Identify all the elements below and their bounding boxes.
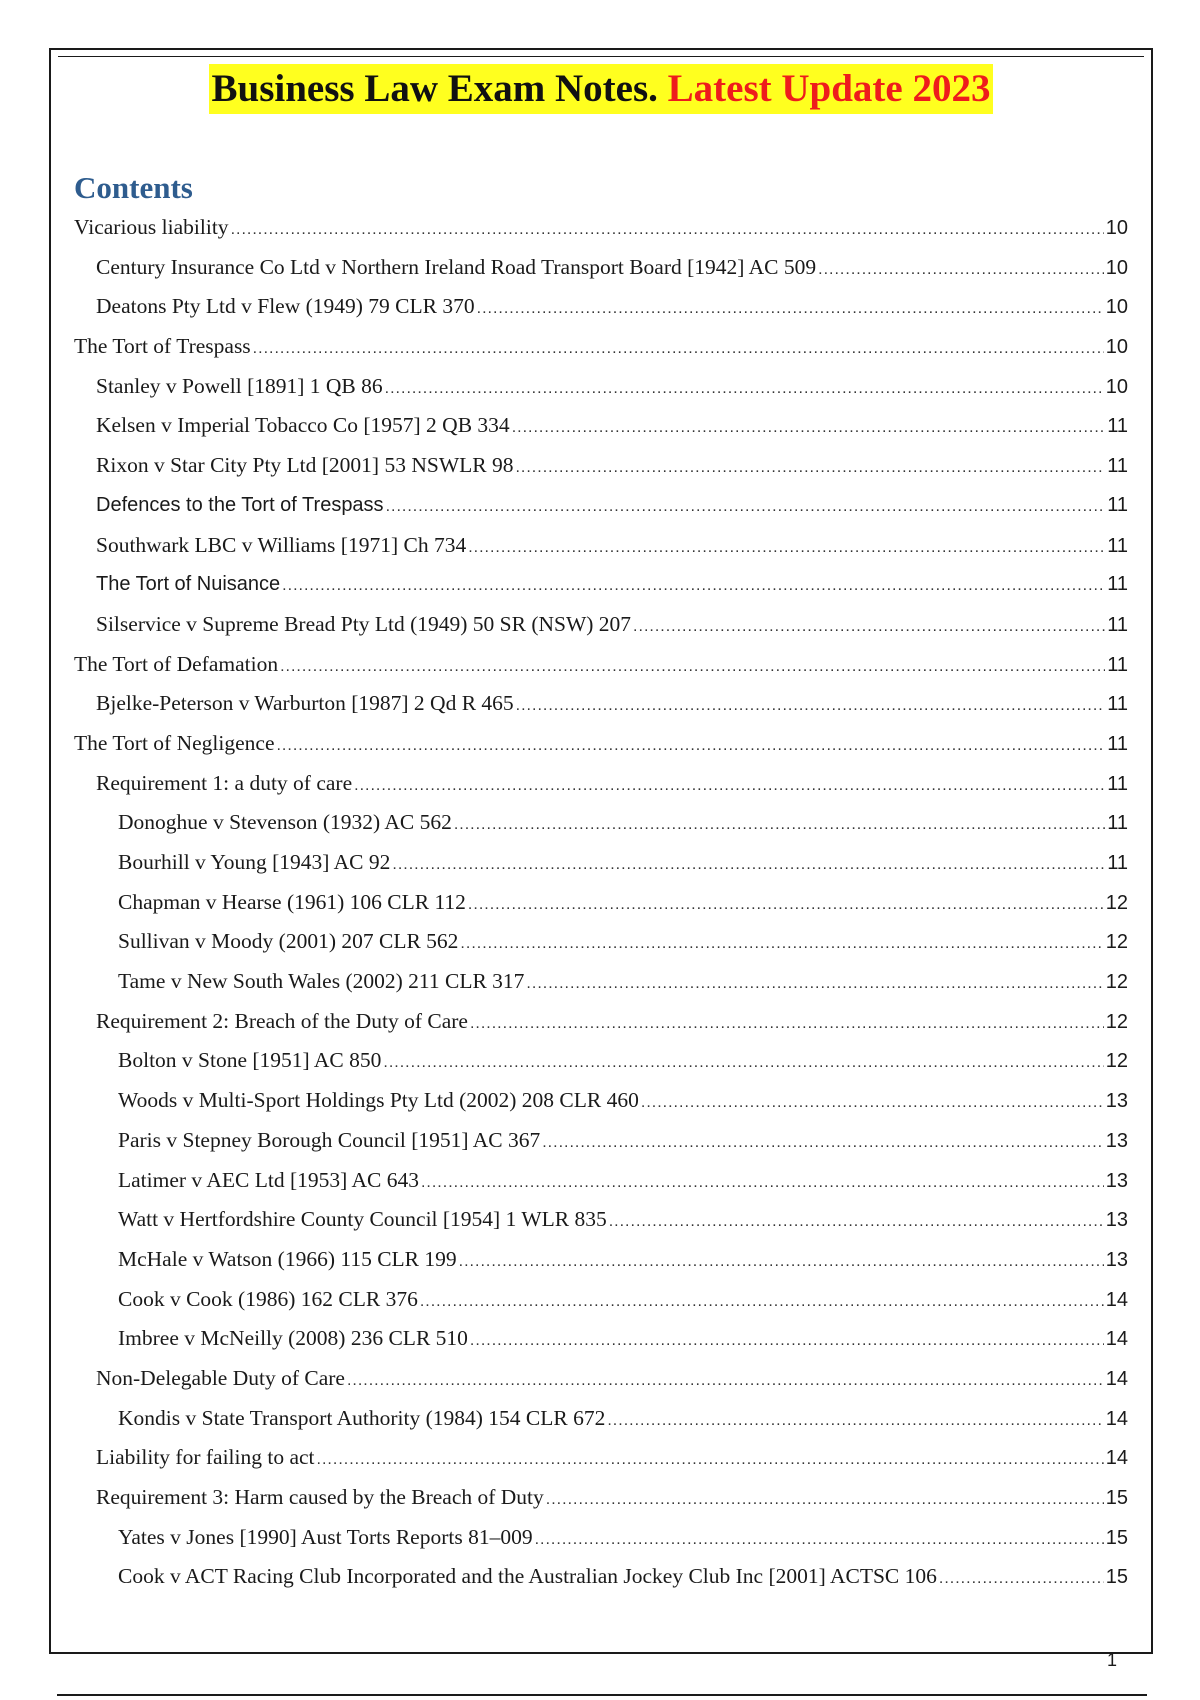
toc-dot-leader	[512, 408, 1106, 448]
toc-dot-leader	[633, 607, 1105, 647]
toc-dot-leader	[939, 1559, 1104, 1599]
toc-entry[interactable]	[74, 208, 1128, 248]
toc-entry-page: 10	[1105, 336, 1128, 359]
title-main: Business Law Exam Notes.	[211, 67, 658, 110]
toc-entry[interactable]	[74, 1121, 1128, 1161]
toc-entry-label: Sullivan v Moody (2001) 207 CLR 562	[118, 929, 459, 954]
toc-entry-page: 15	[1105, 1526, 1128, 1549]
toc-entry-page: 14	[1105, 1407, 1128, 1430]
toc-entry[interactable]	[74, 1081, 1128, 1121]
toc-dot-leader	[386, 487, 1106, 527]
toc-entry[interactable]	[74, 1319, 1128, 1359]
toc-entry-label: Bourhill v Young [1943] AC 92	[118, 850, 391, 874]
toc-dot-leader	[459, 1242, 1104, 1282]
toc-entry-label: Paris v Stepney Borough Council [1951] AC 367	[118, 1127, 541, 1152]
toc-entry[interactable]	[74, 486, 1128, 526]
toc-entry[interactable]	[74, 367, 1128, 407]
toc-entry[interactable]	[74, 605, 1128, 645]
toc-entry-label: Donoghue v Stevenson (1932) AC 562	[118, 810, 452, 835]
toc-entry-label: Latimer v AEC Ltd [1953] AC 643	[118, 1167, 419, 1192]
toc-entry-label: Cook v Cook (1986) 162 CLR 376	[118, 1286, 418, 1311]
toc-entry[interactable]	[74, 684, 1128, 724]
toc-dot-leader	[385, 369, 1104, 409]
toc-entry[interactable]	[74, 446, 1128, 486]
toc-dot-leader	[231, 210, 1104, 250]
toc-dot-leader	[515, 448, 1105, 488]
toc-entry[interactable]	[74, 1041, 1128, 1081]
toc-dot-leader	[347, 1361, 1104, 1401]
toc-entry-label: Bjelke-Peterson v Warburton [1987] 2 Qd R 465	[96, 691, 514, 716]
toc-entry-page: 12	[1105, 1050, 1128, 1073]
toc-dot-leader	[535, 1520, 1104, 1560]
toc-entry-label: Woods v Multi-Sport Holdings Pty Ltd (2002) 208 CLR 460	[118, 1088, 639, 1113]
toc-entry-page: 11	[1107, 732, 1128, 755]
toc-entry-page: 14	[1105, 1447, 1128, 1470]
toc-entry-page: 11	[1107, 415, 1128, 438]
toc-dot-leader	[607, 1401, 1103, 1441]
toc-entry[interactable]	[74, 526, 1128, 566]
toc-entry-page: 10	[1105, 375, 1128, 398]
toc-entry-page: 12	[1105, 971, 1128, 994]
toc-entry[interactable]	[74, 1280, 1128, 1320]
toc-entry-label: The Tort of Nuisance	[96, 573, 281, 596]
toc-entry[interactable]	[74, 724, 1128, 764]
toc-entry[interactable]	[74, 287, 1128, 327]
toc-entry-page: 13	[1105, 1129, 1128, 1152]
toc-entry-label: Defences to the Tort of Trespass	[96, 493, 384, 516]
title-wrap	[51, 64, 1151, 114]
toc-entry-page: 11	[1107, 653, 1128, 676]
toc-entry-page: 12	[1105, 931, 1128, 954]
toc-entry[interactable]	[74, 1399, 1128, 1439]
toc-entry-page: 11	[1107, 852, 1128, 874]
toc-entry-label: Vicarious liability	[74, 215, 229, 239]
toc-entry[interactable]	[74, 645, 1128, 685]
toc-entry-label: Deatons Pty Ltd v Flew (1949) 79 CLR 370	[96, 294, 475, 319]
title-update: Latest Update 2023	[667, 67, 991, 110]
toc-entry-page: 10	[1105, 217, 1128, 239]
toc-entry[interactable]	[74, 1359, 1128, 1399]
toc-entry[interactable]	[74, 764, 1128, 804]
table-of-contents	[74, 208, 1128, 1597]
toc-dot-leader	[470, 1004, 1104, 1044]
toc-entry[interactable]	[74, 406, 1128, 446]
toc-entry[interactable]	[74, 922, 1128, 962]
toc-entry-page: 14	[1105, 1367, 1128, 1390]
toc-entry-label: Southwark LBC v Williams [1971] Ch 734	[96, 532, 467, 557]
toc-entry-label: Chapman v Hearse (1961) 106 CLR 112	[118, 889, 466, 914]
toc-dot-leader	[420, 1282, 1104, 1322]
toc-entry-page: 10	[1105, 256, 1128, 279]
toc-dot-leader	[477, 289, 1104, 329]
toc-dot-leader	[317, 1440, 1104, 1480]
toc-entry-label: Silservice v Supreme Bread Pty Ltd (1949) 50 SR (NSW) 207	[96, 611, 632, 636]
toc-entry[interactable]	[74, 1240, 1128, 1280]
toc-entry[interactable]	[74, 1438, 1128, 1478]
toc-entry-label: Century Insurance Co Ltd v Northern Ireland Road Transport Board [1942] AC 509	[96, 254, 817, 279]
toc-entry-label: Liability for failing to act	[96, 1445, 315, 1470]
toc-dot-leader	[392, 845, 1105, 885]
toc-entry-label: Requirement 2: Breach of the Duty of Care	[96, 1008, 468, 1033]
toc-entry-label: The Tort of Negligence	[74, 730, 275, 755]
toc-entry-label: Watt v Hertfordshire County Council [1954] 1 WLR 835	[118, 1207, 607, 1232]
page-frame	[49, 48, 1153, 1670]
toc-dot-leader	[818, 250, 1104, 290]
toc-entry-label: McHale v Watson (1966) 115 CLR 199	[118, 1246, 457, 1271]
toc-entry[interactable]	[74, 883, 1128, 923]
toc-entry-page: 13	[1105, 1169, 1128, 1192]
toc-dot-leader	[454, 805, 1105, 845]
toc-entry-page: 15	[1105, 1487, 1128, 1509]
toc-entry-page: 13	[1105, 1248, 1128, 1271]
toc-entry-page: 11	[1107, 693, 1128, 716]
contents-heading: Contents	[74, 170, 193, 205]
toc-entry[interactable]	[74, 962, 1128, 1002]
toc-dot-leader	[280, 647, 1105, 687]
toc-entry-label: Non-Delegable Duty of Care	[96, 1365, 345, 1390]
toc-entry[interactable]	[74, 248, 1128, 288]
toc-entry-page: 11	[1107, 812, 1128, 835]
toc-entry[interactable]	[74, 1557, 1128, 1597]
toc-dot-leader	[609, 1202, 1104, 1242]
toc-dot-leader	[468, 528, 1105, 568]
toc-dot-leader	[276, 726, 1105, 766]
toc-entry-page: 12	[1105, 891, 1128, 914]
toc-dot-leader	[526, 964, 1103, 1004]
toc-entry-label: Yates v Jones [1990] Aust Torts Reports 81–009	[118, 1524, 533, 1549]
toc-dot-leader	[460, 924, 1103, 964]
toc-entry-label: Bolton v Stone [1951] AC 850	[118, 1048, 382, 1073]
toc-entry-label: Rixon v Star City Pty Ltd [2001] 53 NSWLR 98	[96, 453, 514, 478]
toc-entry-label: Imbree v McNeilly (2008) 236 CLR 510	[118, 1326, 468, 1351]
toc-entry-page: 13	[1105, 1090, 1128, 1113]
toc-entry[interactable]	[74, 843, 1128, 883]
toc-entry-page: 11	[1107, 573, 1128, 596]
toc-entry-page: 12	[1105, 1010, 1128, 1033]
toc-dot-leader	[468, 885, 1104, 925]
toc-entry[interactable]	[74, 1200, 1128, 1240]
toc-entry[interactable]	[74, 565, 1128, 605]
toc-dot-leader	[421, 1163, 1104, 1203]
toc-entry[interactable]	[74, 803, 1128, 843]
toc-entry-page: 15	[1105, 1566, 1128, 1589]
toc-entry-label: Tame v New South Wales (2002) 211 CLR 317	[118, 969, 525, 994]
toc-dot-leader	[354, 766, 1105, 806]
toc-entry-page: 11	[1107, 772, 1128, 795]
toc-entry-label: Kelsen v Imperial Tobacco Co [1957] 2 QB 334	[96, 413, 510, 438]
toc-entry-label: The Tort of Defamation	[74, 651, 279, 676]
toc-entry-page: 13	[1105, 1209, 1128, 1232]
toc-dot-leader	[253, 329, 1104, 369]
toc-dot-leader	[546, 1480, 1104, 1520]
toc-entry-label: Stanley v Powell [1891] 1 QB 86	[96, 373, 383, 398]
document-title	[209, 64, 994, 114]
toc-entry-page: 11	[1107, 493, 1128, 516]
toc-dot-leader	[641, 1083, 1104, 1123]
page-number: 1	[1106, 1650, 1117, 1670]
toc-dot-leader	[282, 566, 1105, 606]
toc-dot-leader	[542, 1123, 1104, 1163]
toc-entry[interactable]	[74, 327, 1128, 367]
toc-entry-page: 10	[1105, 296, 1128, 319]
toc-dot-leader	[516, 686, 1106, 726]
toc-entry-page: 11	[1107, 534, 1128, 557]
toc-entry-page: 11	[1107, 455, 1128, 478]
toc-entry-label: The Tort of Trespass	[74, 334, 251, 359]
toc-dot-leader	[383, 1043, 1103, 1083]
toc-entry-label: Cook v ACT Racing Club Incorporated and the Australian Jockey Club Inc [2001] ACTSC 106	[118, 1564, 937, 1589]
top-rule	[58, 56, 1144, 57]
toc-entry-label: Requirement 1: a duty of care	[96, 770, 353, 795]
toc-entry[interactable]	[74, 1518, 1128, 1558]
toc-entry-page: 11	[1107, 613, 1128, 636]
toc-entry-page: 14	[1105, 1288, 1128, 1311]
toc-entry[interactable]	[74, 1161, 1128, 1201]
toc-entry[interactable]	[74, 1002, 1128, 1042]
toc-entry-page: 14	[1105, 1328, 1128, 1351]
toc-entry[interactable]	[74, 1478, 1128, 1518]
toc-entry-label: Requirement 3: Harm caused by the Breach of Duty	[96, 1485, 544, 1509]
toc-dot-leader	[470, 1321, 1104, 1361]
toc-entry-label: Kondis v State Transport Authority (1984) 154 CLR 672	[118, 1405, 606, 1430]
next-page-rule	[57, 1694, 1147, 1696]
